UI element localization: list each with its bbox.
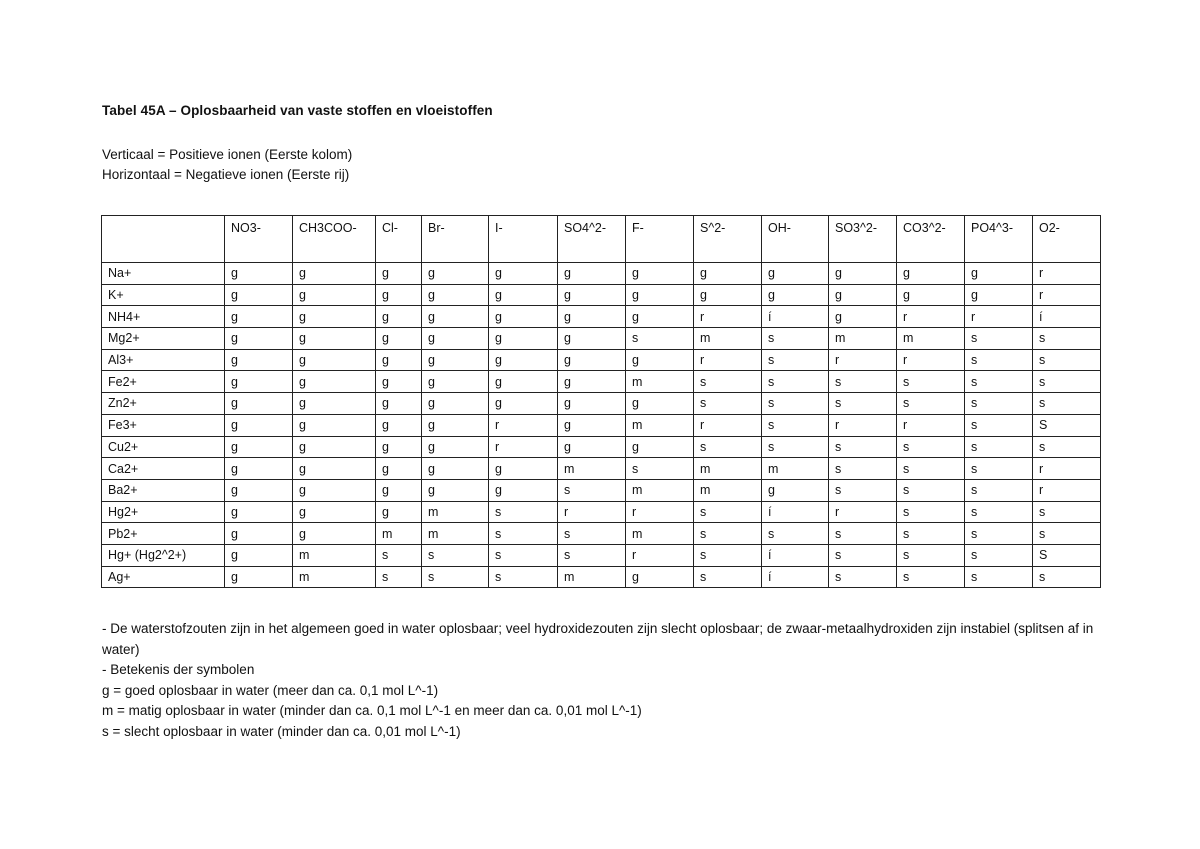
table-row (102, 544, 1101, 566)
solubility-cell: g (558, 328, 626, 350)
solubility-cell: m (897, 328, 965, 350)
solubility-cell: s (965, 393, 1033, 415)
solubility-cell: g (422, 306, 489, 328)
solubility-cell: s (762, 371, 829, 393)
solubility-cell: s (558, 479, 626, 501)
solubility-cell: g (293, 393, 376, 415)
solubility-cell: g (694, 284, 762, 306)
solubility-cell: r (558, 501, 626, 523)
solubility-cell: g (225, 328, 293, 350)
solubility-cell: r (694, 414, 762, 436)
anion-header: PO4^3- (965, 216, 1033, 263)
solubility-cell: g (558, 306, 626, 328)
anion-header: Br- (422, 216, 489, 263)
solubility-cell: g (293, 458, 376, 480)
solubility-cell: s (897, 458, 965, 480)
solubility-cell: s (558, 523, 626, 545)
solubility-cell: s (762, 328, 829, 350)
cation-label: Mg2+ (102, 328, 225, 350)
solubility-cell: s (897, 479, 965, 501)
table-row (102, 458, 1101, 480)
solubility-cell: g (489, 263, 558, 285)
solubility-cell: g (376, 306, 422, 328)
solubility-cell: s (762, 436, 829, 458)
solubility-table (101, 215, 1101, 588)
solubility-cell: s (829, 566, 897, 588)
solubility-cell: s (376, 544, 422, 566)
solubility-cell: s (965, 566, 1033, 588)
solubility-cell: g (422, 349, 489, 371)
solubility-cell: g (489, 328, 558, 350)
solubility-cell: m (694, 328, 762, 350)
note-hydroxides: - De waterstofzouten zijn in het algemeen goed in water oplosbaar; veel hydroxidezouten zijn slecht oplosbaar; de zwaar-metaalhydroxiden zijn instabiel (splitsen af in water) (102, 621, 1094, 657)
table-row (102, 306, 1101, 328)
cation-label: Pb2+ (102, 523, 225, 545)
solubility-cell: s (1033, 328, 1101, 350)
solubility-cell: m (422, 523, 489, 545)
solubility-cell: r (626, 501, 694, 523)
solubility-cell: g (558, 371, 626, 393)
cation-label: Zn2+ (102, 393, 225, 415)
solubility-cell: s (965, 436, 1033, 458)
solubility-cell: g (376, 501, 422, 523)
solubility-cell: s (762, 393, 829, 415)
solubility-cell: s (1033, 566, 1101, 588)
solubility-cell: g (293, 328, 376, 350)
anion-header: O2- (1033, 216, 1101, 263)
solubility-cell: s (694, 393, 762, 415)
cation-label: Na+ (102, 263, 225, 285)
solubility-cell: s (897, 371, 965, 393)
solubility-cell: s (694, 523, 762, 545)
corner-cell (102, 216, 225, 263)
table-row (102, 328, 1101, 350)
solubility-cell: í (762, 306, 829, 328)
solubility-cell: s (897, 544, 965, 566)
cation-label: Hg+ (Hg2^2+) (102, 544, 225, 566)
solubility-cell: r (489, 436, 558, 458)
page-title: Tabel 45A – Oplosbaarheid van vaste stoffen en vloeistoffen (102, 103, 493, 118)
solubility-cell: s (762, 523, 829, 545)
solubility-cell: r (1033, 479, 1101, 501)
solubility-cell: g (489, 479, 558, 501)
solubility-cell: s (626, 328, 694, 350)
cation-label: Ag+ (102, 566, 225, 588)
solubility-cell: S (1033, 414, 1101, 436)
solubility-cell: s (489, 544, 558, 566)
header-row (102, 216, 1101, 263)
solubility-cell: r (694, 306, 762, 328)
solubility-cell: g (965, 263, 1033, 285)
solubility-cell: g (626, 349, 694, 371)
table-row (102, 349, 1101, 371)
solubility-cell: s (829, 436, 897, 458)
cation-label: Fe3+ (102, 414, 225, 436)
solubility-cell: g (376, 263, 422, 285)
anion-header: OH- (762, 216, 829, 263)
solubility-cell: r (1033, 263, 1101, 285)
solubility-cell: g (225, 523, 293, 545)
solubility-cell: g (293, 523, 376, 545)
solubility-cell: m (694, 458, 762, 480)
solubility-cell: s (422, 544, 489, 566)
anion-header: Cl- (376, 216, 422, 263)
solubility-cell: s (694, 371, 762, 393)
solubility-cell: m (694, 479, 762, 501)
solubility-cell: s (489, 501, 558, 523)
table-row (102, 479, 1101, 501)
solubility-cell: g (376, 393, 422, 415)
solubility-cell: s (897, 523, 965, 545)
solubility-cell: m (558, 566, 626, 588)
solubility-cell: s (762, 414, 829, 436)
solubility-cell: r (829, 501, 897, 523)
solubility-cell: m (762, 458, 829, 480)
solubility-cell: s (694, 436, 762, 458)
anion-header: SO4^2- (558, 216, 626, 263)
solubility-cell: g (489, 393, 558, 415)
table-row (102, 414, 1101, 436)
solubility-cell: m (376, 523, 422, 545)
solubility-cell: g (422, 458, 489, 480)
solubility-cell: g (626, 306, 694, 328)
solubility-cell: g (293, 501, 376, 523)
solubility-cell: g (293, 436, 376, 458)
solubility-cell: g (376, 458, 422, 480)
solubility-cell: s (694, 501, 762, 523)
solubility-cell: r (626, 544, 694, 566)
solubility-cell: g (225, 349, 293, 371)
cation-label: Hg2+ (102, 501, 225, 523)
solubility-cell: g (829, 306, 897, 328)
solubility-cell: s (965, 501, 1033, 523)
cation-label: Cu2+ (102, 436, 225, 458)
solubility-cell: g (626, 393, 694, 415)
table-row (102, 566, 1101, 588)
solubility-cell: g (762, 263, 829, 285)
solubility-cell: g (489, 349, 558, 371)
legend-vertical: Verticaal = Positieve ionen (Eerste kolom) (102, 147, 353, 162)
anion-header: NO3- (225, 216, 293, 263)
solubility-cell: s (829, 371, 897, 393)
solubility-cell: g (558, 284, 626, 306)
cation-label: NH4+ (102, 306, 225, 328)
solubility-cell: s (965, 479, 1033, 501)
solubility-cell: g (422, 479, 489, 501)
solubility-cell: s (897, 501, 965, 523)
solubility-cell: s (965, 523, 1033, 545)
solubility-cell: m (626, 479, 694, 501)
solubility-cell: g (225, 544, 293, 566)
anion-header: I- (489, 216, 558, 263)
solubility-cell: g (293, 371, 376, 393)
solubility-cell: s (376, 566, 422, 588)
solubility-cell: g (293, 479, 376, 501)
solubility-cell: s (965, 328, 1033, 350)
table-row (102, 393, 1101, 415)
solubility-cell: m (829, 328, 897, 350)
solubility-cell: g (293, 349, 376, 371)
solubility-cell: g (225, 436, 293, 458)
solubility-cell: g (376, 414, 422, 436)
solubility-cell: r (489, 414, 558, 436)
solubility-cell: g (293, 414, 376, 436)
solubility-cell: í (762, 566, 829, 588)
cation-label: Ba2+ (102, 479, 225, 501)
solubility-cell: s (965, 544, 1033, 566)
note-symbols-heading: - Betekenis der symbolen (102, 662, 255, 677)
solubility-cell: g (626, 566, 694, 588)
solubility-cell: s (965, 458, 1033, 480)
solubility-cell: r (694, 349, 762, 371)
solubility-cell: s (1033, 501, 1101, 523)
solubility-cell: g (829, 284, 897, 306)
solubility-cell: g (376, 479, 422, 501)
solubility-cell: m (293, 544, 376, 566)
table-row (102, 371, 1101, 393)
cation-label: Ca2+ (102, 458, 225, 480)
solubility-cell: g (422, 284, 489, 306)
solubility-cell: s (829, 544, 897, 566)
table-row (102, 501, 1101, 523)
solubility-cell: g (376, 349, 422, 371)
legend-horizontal: Horizontaal = Negatieve ionen (Eerste rij) (102, 167, 350, 182)
solubility-cell: m (293, 566, 376, 588)
solubility-cell: s (829, 523, 897, 545)
anion-header: SO3^2- (829, 216, 897, 263)
solubility-cell: s (897, 393, 965, 415)
solubility-cell: s (1033, 436, 1101, 458)
solubility-cell: s (897, 566, 965, 588)
solubility-cell: g (225, 479, 293, 501)
solubility-cell: g (376, 284, 422, 306)
solubility-cell: g (225, 284, 293, 306)
solubility-cell: s (694, 544, 762, 566)
solubility-cell: g (225, 566, 293, 588)
solubility-cell: g (558, 349, 626, 371)
solubility-cell: g (225, 414, 293, 436)
solubility-cell: s (1033, 349, 1101, 371)
solubility-cell: g (965, 284, 1033, 306)
solubility-cell: s (965, 371, 1033, 393)
solubility-cell: í (1033, 306, 1101, 328)
solubility-cell: g (422, 371, 489, 393)
cation-label: Fe2+ (102, 371, 225, 393)
table-row (102, 436, 1101, 458)
solubility-cell: g (489, 371, 558, 393)
solubility-cell: g (897, 263, 965, 285)
solubility-cell: g (558, 436, 626, 458)
solubility-cell: s (965, 349, 1033, 371)
solubility-cell: g (626, 263, 694, 285)
solubility-cell: g (422, 328, 489, 350)
solubility-cell: g (897, 284, 965, 306)
solubility-cell: m (558, 458, 626, 480)
solubility-cell: g (225, 263, 293, 285)
solubility-cell: g (694, 263, 762, 285)
anion-header: S^2- (694, 216, 762, 263)
solubility-cell: g (762, 479, 829, 501)
solubility-cell: g (225, 501, 293, 523)
solubility-cell: g (558, 414, 626, 436)
anion-header: CO3^2- (897, 216, 965, 263)
note-symbol-g: g = goed oplosbaar in water (meer dan ca. 0,1 mol L^-1) (102, 682, 439, 698)
solubility-cell: m (626, 523, 694, 545)
solubility-cell: g (422, 263, 489, 285)
solubility-cell: g (558, 263, 626, 285)
solubility-cell: g (626, 284, 694, 306)
solubility-cell: g (293, 306, 376, 328)
solubility-cell: g (829, 263, 897, 285)
solubility-cell: g (626, 436, 694, 458)
cation-label: K+ (102, 284, 225, 306)
solubility-cell: S (1033, 544, 1101, 566)
note-symbol-m: m = matig oplosbaar in water (minder dan ca. 0,1 mol L^-1 en meer dan ca. 0,01 mol L^-1) (102, 703, 642, 718)
solubility-cell: r (965, 306, 1033, 328)
solubility-cell: s (489, 523, 558, 545)
table-row (102, 263, 1101, 285)
solubility-cell: g (225, 371, 293, 393)
solubility-cell: r (1033, 284, 1101, 306)
anion-header: CH3COO- (293, 216, 376, 263)
solubility-cell: s (965, 414, 1033, 436)
solubility-cell: g (762, 284, 829, 306)
solubility-cell: g (376, 371, 422, 393)
table-row (102, 284, 1101, 306)
note-symbol-s: s = slecht oplosbaar in water (minder dan ca. 0,01 mol L^-1) (102, 723, 461, 739)
solubility-cell: s (489, 566, 558, 588)
solubility-cell: m (626, 414, 694, 436)
solubility-cell: g (225, 458, 293, 480)
solubility-cell: r (897, 414, 965, 436)
solubility-cell: r (897, 349, 965, 371)
anion-header: F- (626, 216, 694, 263)
solubility-cell: g (489, 458, 558, 480)
solubility-cell: s (762, 349, 829, 371)
solubility-cell: r (1033, 458, 1101, 480)
solubility-cell: g (422, 414, 489, 436)
solubility-cell: s (1033, 393, 1101, 415)
solubility-cell: s (422, 566, 489, 588)
table-row (102, 523, 1101, 545)
solubility-cell: r (829, 349, 897, 371)
solubility-cell: g (376, 436, 422, 458)
solubility-cell: s (1033, 523, 1101, 545)
solubility-cell: r (829, 414, 897, 436)
solubility-cell: s (694, 566, 762, 588)
solubility-cell: s (829, 393, 897, 415)
solubility-cell: g (489, 284, 558, 306)
notes-section (102, 619, 1102, 742)
solubility-cell: g (225, 306, 293, 328)
solubility-cell: g (422, 393, 489, 415)
solubility-cell: s (626, 458, 694, 480)
solubility-cell: m (422, 501, 489, 523)
solubility-cell: g (422, 436, 489, 458)
solubility-cell: s (897, 436, 965, 458)
solubility-cell: g (558, 393, 626, 415)
solubility-cell: s (1033, 371, 1101, 393)
solubility-cell: m (626, 371, 694, 393)
solubility-cell: g (225, 393, 293, 415)
solubility-cell: g (376, 328, 422, 350)
solubility-cell: í (762, 501, 829, 523)
solubility-cell: s (829, 458, 897, 480)
solubility-cell: r (897, 306, 965, 328)
solubility-cell: g (293, 263, 376, 285)
solubility-cell: s (558, 544, 626, 566)
cation-label: Al3+ (102, 349, 225, 371)
solubility-cell: g (489, 306, 558, 328)
solubility-cell: g (293, 284, 376, 306)
solubility-cell: s (829, 479, 897, 501)
solubility-cell: í (762, 544, 829, 566)
